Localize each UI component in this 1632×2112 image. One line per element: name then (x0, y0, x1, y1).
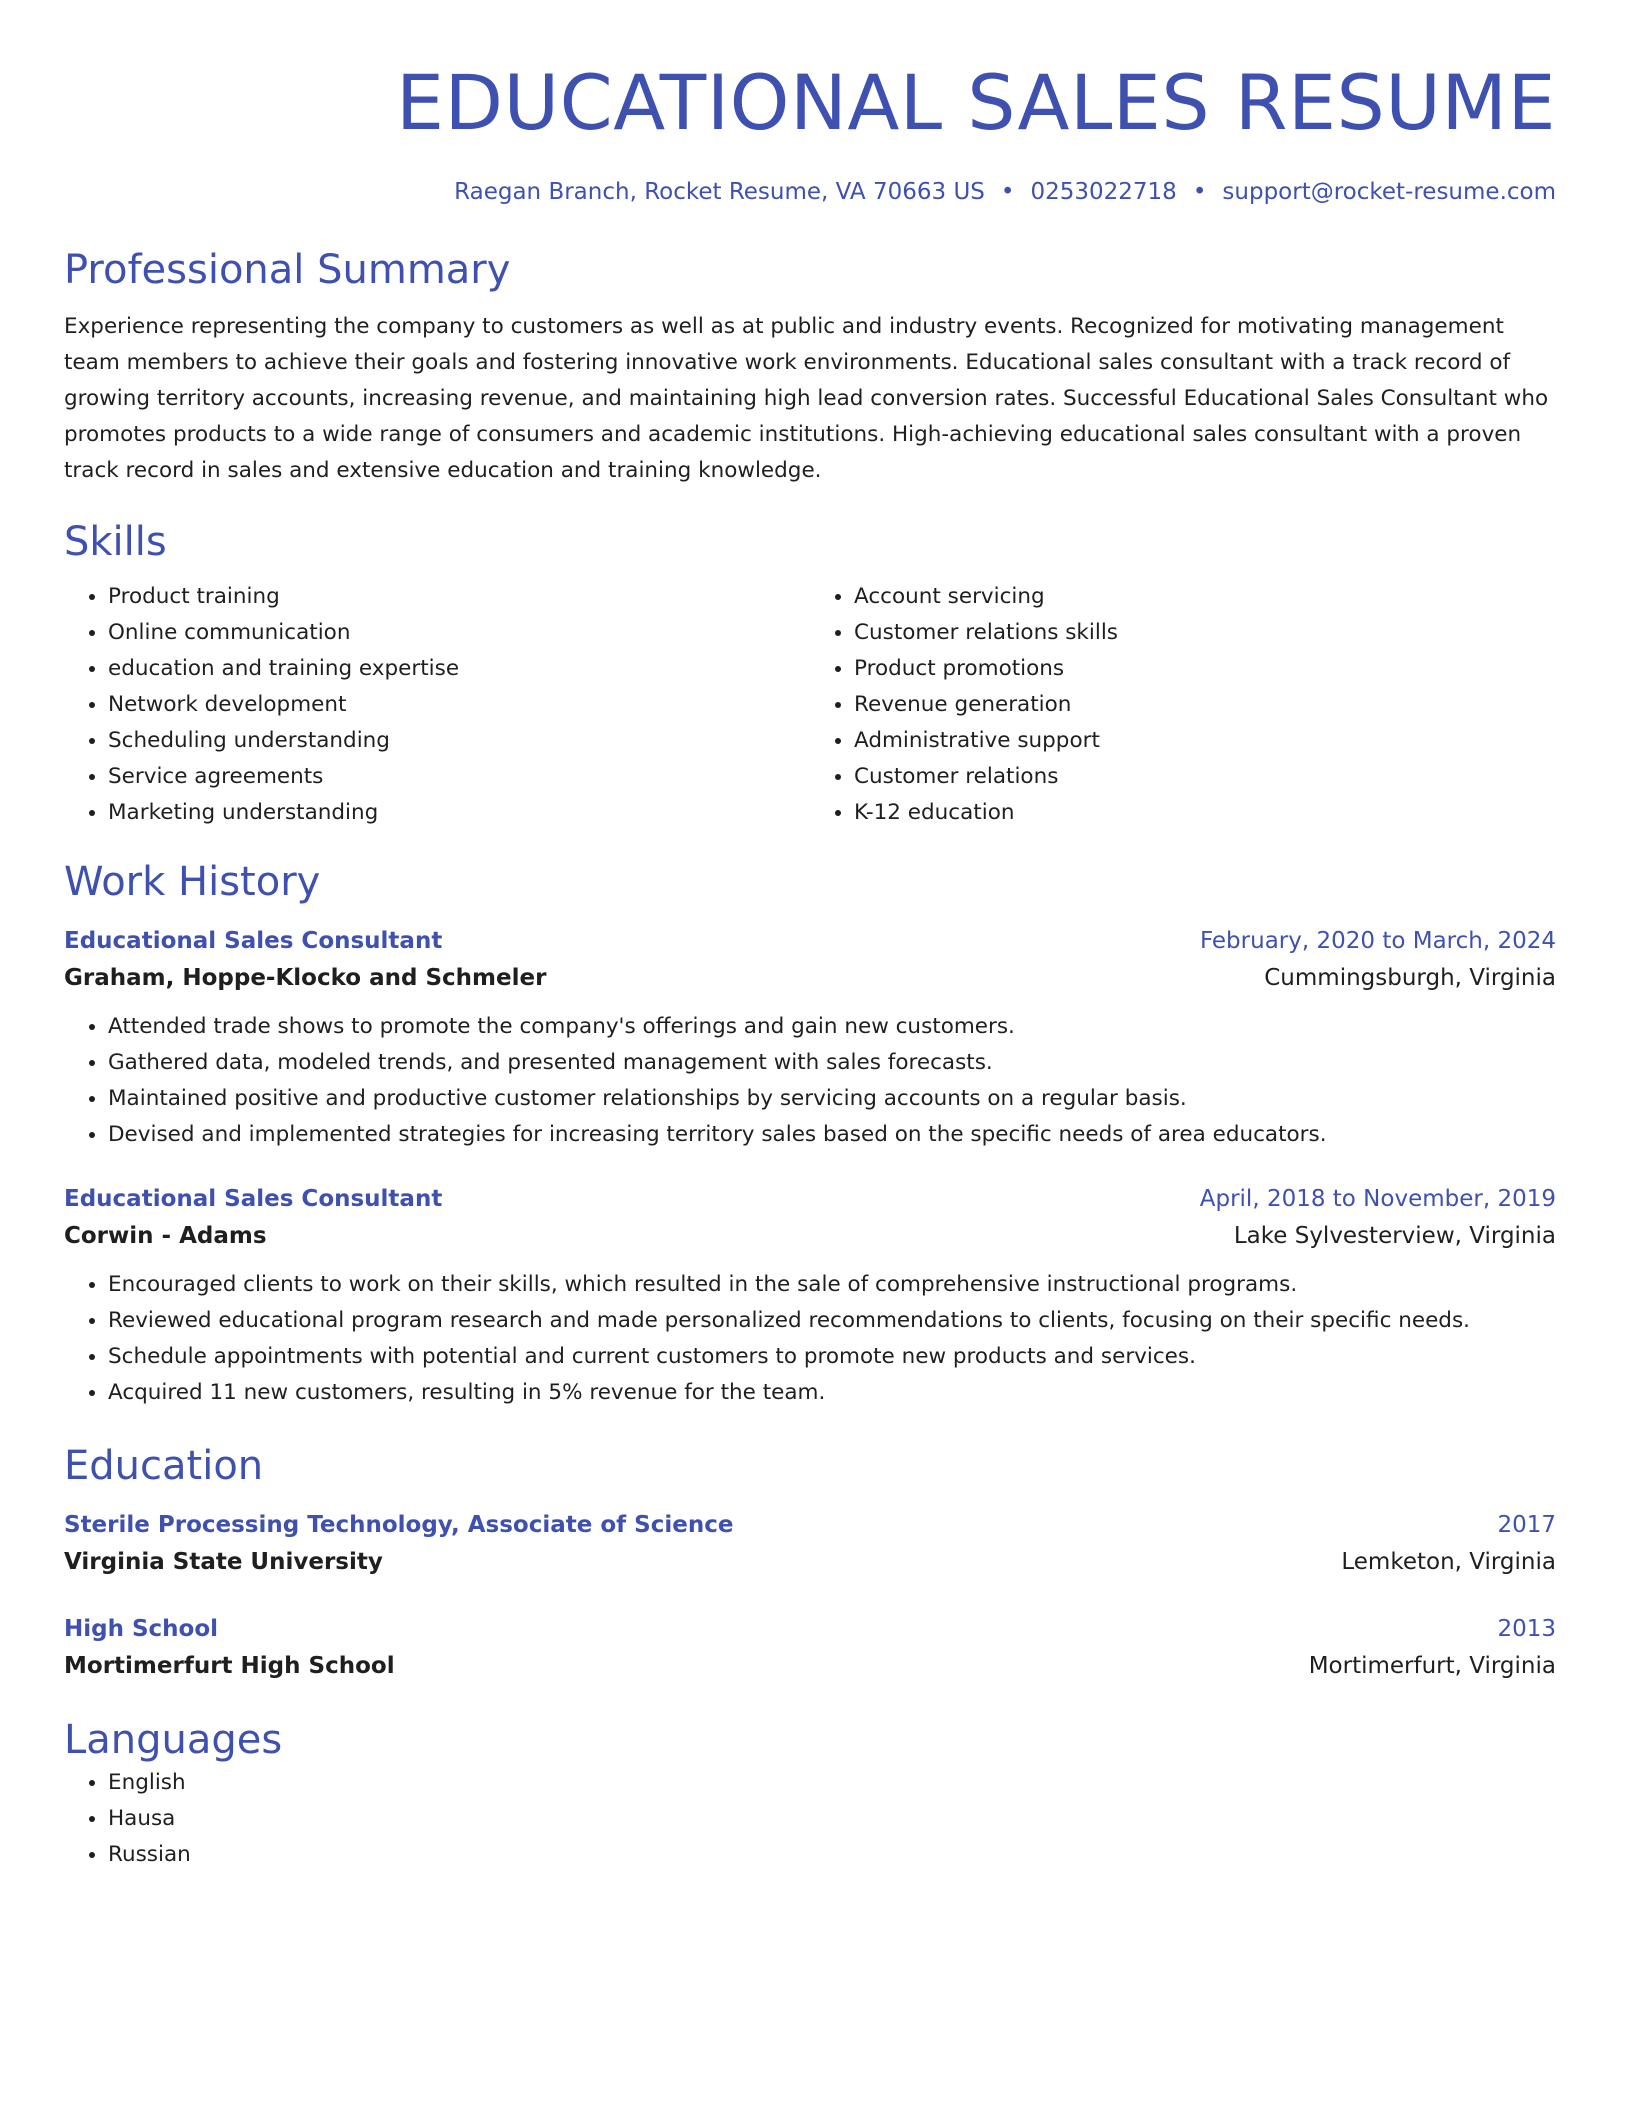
job-bullet: • Acquired 11 new customers, resulting in 5% revenue for the team. (108, 1375, 1556, 1411)
skill-item: • Marketing understanding (108, 795, 810, 831)
job-location: Cummingsburgh, Virginia (1264, 965, 1556, 991)
language-item: • Russian (108, 1837, 1556, 1873)
languages-list (64, 1765, 1556, 1873)
skill-item: • Product promotions (854, 651, 1556, 687)
education-school: Virginia State University (64, 1549, 383, 1575)
job-company-row (64, 1217, 1556, 1255)
education-school-row (64, 1647, 1556, 1685)
education-header-row (64, 1507, 1556, 1543)
education-year: 2013 (1497, 1616, 1556, 1642)
education-heading: Education (64, 1443, 264, 1489)
contact-phone: 0253022718 (1030, 179, 1177, 205)
job-location: Lake Sylvesterview, Virginia (1233, 1223, 1556, 1249)
job-bullet: • Maintained positive and productive customer relationships by servicing accounts on a regular basis. (108, 1081, 1556, 1117)
job-bullet: • Schedule appointments with potential and current customers to promote new products and services. (108, 1339, 1556, 1375)
work-history-heading: Work History (64, 859, 321, 905)
job-title: Educational Sales Consultant (64, 1186, 443, 1212)
education-entry (64, 1507, 1556, 1581)
job-entry (64, 923, 1556, 1153)
summary-heading: Professional Summary (64, 247, 511, 293)
skill-item: • K-12 education (854, 795, 1556, 831)
skill-item: • Account servicing (854, 579, 1556, 615)
resume-title: EDUCATIONAL SALES RESUME (395, 58, 1556, 147)
skill-item: • Network development (108, 687, 810, 723)
education-year: 2017 (1497, 1512, 1556, 1538)
education-degree: High School (64, 1616, 219, 1642)
job-bullet: • Gathered data, modeled trends, and presented management with sales forecasts. (108, 1045, 1556, 1081)
skill-item: • Scheduling understanding (108, 723, 810, 759)
job-title: Educational Sales Consultant (64, 928, 443, 954)
contact-separator: • (1000, 179, 1015, 205)
job-company-row (64, 959, 1556, 997)
contact-email: support@rocket-resume.com (1222, 179, 1556, 205)
language-item: • Hausa (108, 1801, 1556, 1837)
education-degree: Sterile Processing Technology, Associate of Science (64, 1512, 734, 1538)
education-header-row (64, 1611, 1556, 1647)
education-entry (64, 1611, 1556, 1685)
job-dates: February, 2020 to March, 2024 (1199, 928, 1556, 954)
job-bullets (64, 1009, 1556, 1153)
skill-item: • Product training (108, 579, 810, 615)
skill-item: • Customer relations skills (854, 615, 1556, 651)
job-header-row (64, 923, 1556, 959)
skill-item: • Online communication (108, 615, 810, 651)
skills-columns (64, 579, 1556, 831)
contact-separator: • (1192, 179, 1207, 205)
contact-line (64, 177, 1556, 207)
job-bullet: • Encouraged clients to work on their skills, which resulted in the sale of comprehensive instructional programs. (108, 1267, 1556, 1303)
skill-item: • Service agreements (108, 759, 810, 795)
job-bullet: • Attended trade shows to promote the company's offerings and gain new customers. (108, 1009, 1556, 1045)
skill-item: • Customer relations (854, 759, 1556, 795)
education-school: Mortimerfurt High School (64, 1653, 395, 1679)
education-location: Lemketon, Virginia (1341, 1549, 1556, 1575)
skill-item: • education and training expertise (108, 651, 810, 687)
skills-list-right (810, 579, 1556, 831)
job-company: Graham, Hoppe-Klocko and Schmeler (64, 965, 547, 991)
job-bullet: • Reviewed educational program research and made personalized recommendations to clients, focusing on their specific needs. (108, 1303, 1556, 1339)
contact-address: Raegan Branch, Rocket Resume, VA 70663 US (454, 179, 985, 205)
language-item: • English (108, 1765, 1556, 1801)
summary-text: Experience representing the company to customers as well as at public and industry events. Recognized for motivating management team members to achieve their goals and fostering innovative work environments. Educational sales consultant with a track record of growing territory accounts, increasing revenue, and maintaining high lead conversion rates. Successful Educational Sales Consultant who promotes products to a wide range of consumers and academic institutions. High-achieving educational sales consultant with a proven track record in sales and extensive education and training knowledge. (64, 314, 1549, 483)
education-school-row (64, 1543, 1556, 1581)
job-header-row (64, 1181, 1556, 1217)
languages-heading: Languages (64, 1717, 283, 1763)
job-company: Corwin - Adams (64, 1223, 267, 1249)
job-entry (64, 1181, 1556, 1411)
skills-heading: Skills (64, 519, 167, 565)
job-bullets (64, 1267, 1556, 1411)
job-dates: April, 2018 to November, 2019 (1199, 1186, 1556, 1212)
education-location: Mortimerfurt, Virginia (1308, 1653, 1556, 1679)
skill-item: • Administrative support (854, 723, 1556, 759)
skill-item: • Revenue generation (854, 687, 1556, 723)
job-bullet: • Devised and implemented strategies for increasing territory sales based on the specific needs of area educators. (108, 1117, 1556, 1153)
skills-list-left (64, 579, 810, 831)
